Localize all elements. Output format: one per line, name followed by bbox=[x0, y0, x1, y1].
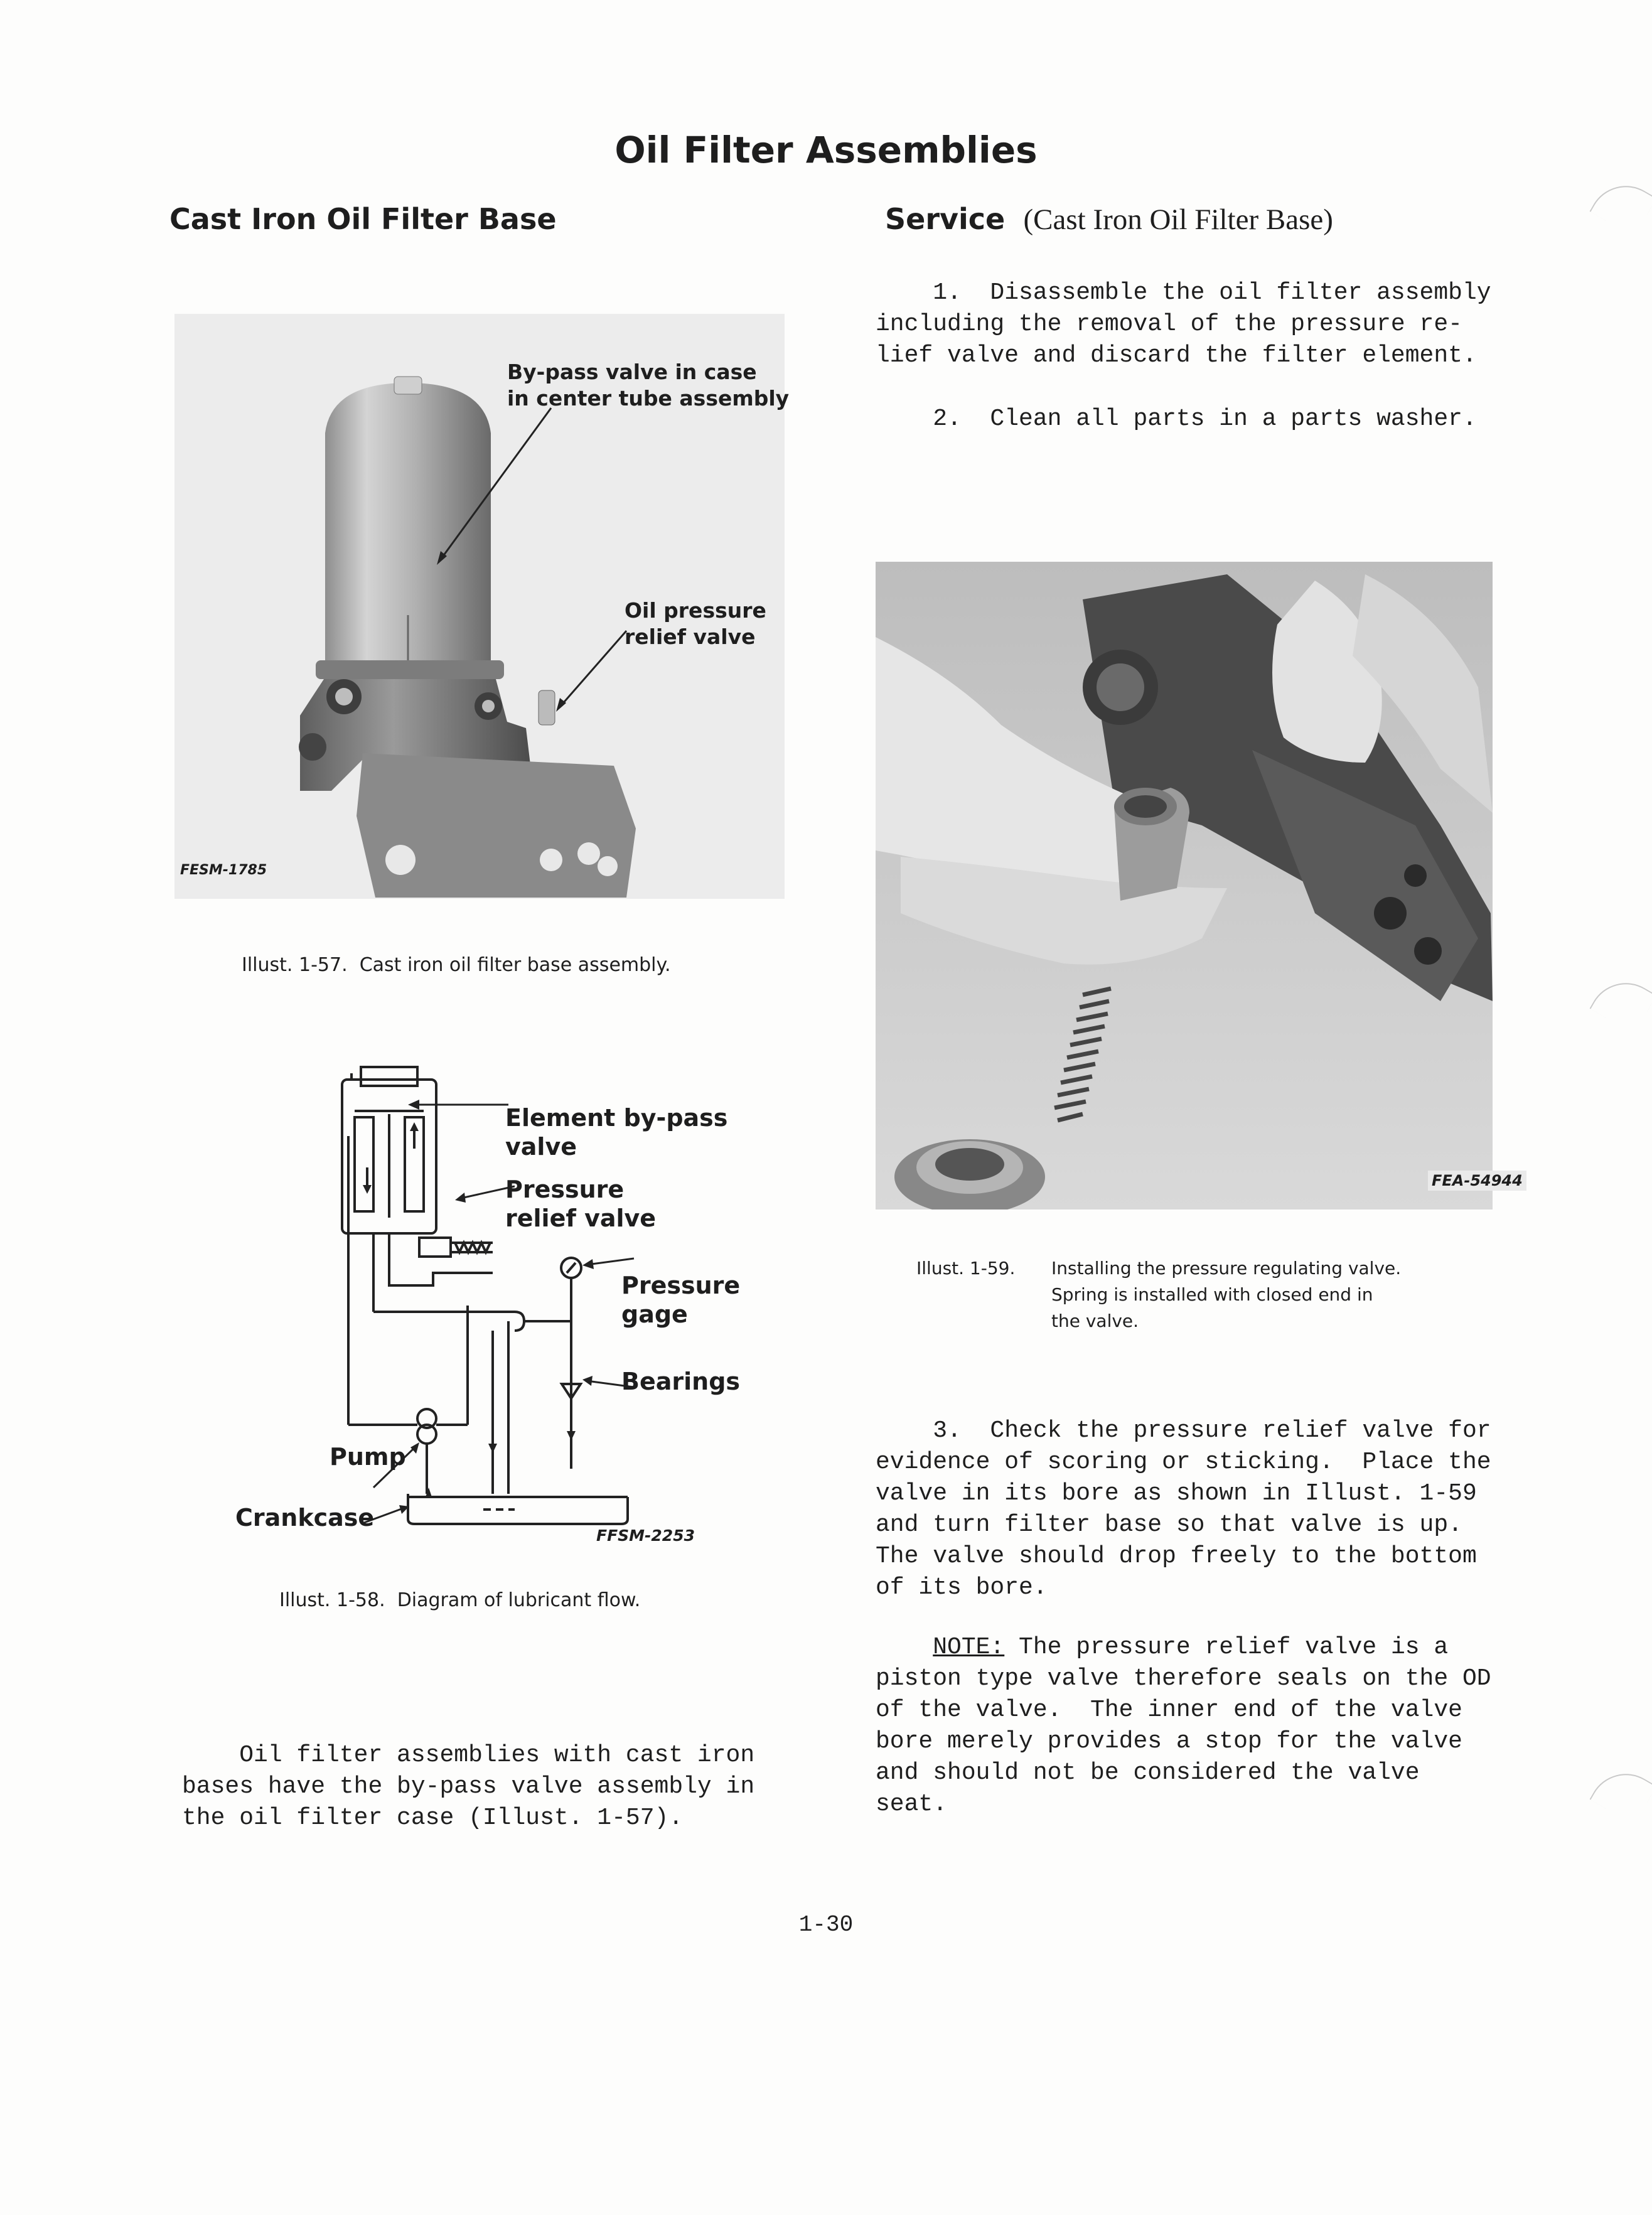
label-bypass-valve: By-pass valve in case in center tube assembly bbox=[507, 360, 790, 410]
label-pump: Pump bbox=[330, 1443, 406, 1471]
section-heading-cast-iron: Cast Iron Oil Filter Base bbox=[169, 202, 557, 236]
binder-mark-2 bbox=[1589, 969, 1652, 1034]
label-crankcase: Crankcase bbox=[235, 1504, 375, 1531]
caption-illust-1-58: Illust. 1-58. Diagram of lubricant flow. bbox=[279, 1589, 641, 1611]
binder-mark-1 bbox=[1589, 172, 1652, 237]
figure-1-59-photo bbox=[876, 562, 1493, 1209]
note-text: The pressure relief valve is a piston type valve therefore seals on the OD of the valve. The inner end of the valve bore merely provides a stop for the valve and should not be considered the valve seat. bbox=[876, 1634, 1491, 1818]
label-element-bypass-valve: Element by-pass valve bbox=[505, 1104, 728, 1161]
figure-tag-fea-54944: FEA-54944 bbox=[1428, 1171, 1526, 1191]
label-bearings: Bearings bbox=[621, 1368, 741, 1395]
figure-tag-ffsm-2253: FFSM-2253 bbox=[596, 1526, 695, 1545]
note-label: NOTE: bbox=[933, 1634, 1005, 1661]
caption-illust-1-59-body: Installing the pressure regulating valve. Spring is installed with closed end in the valve. bbox=[1051, 1258, 1402, 1331]
caption-illust-1-59-prefix: Illust. 1-59. bbox=[916, 1258, 1016, 1279]
step-1: 1. Disassemble the oil filter assembly including the removal of the pressure re- lief valve and discard the filter element. bbox=[876, 279, 1491, 369]
page-title: Oil Filter Assemblies bbox=[614, 129, 1038, 171]
note-paragraph bbox=[876, 1632, 1491, 1820]
section-heading-service bbox=[885, 202, 1333, 237]
caption-illust-1-57: Illust. 1-57. Cast iron oil filter base assembly. bbox=[242, 954, 671, 976]
label-pressure-relief-valve: Pressure relief valve bbox=[505, 1176, 657, 1232]
service-heading-bold: Service bbox=[885, 202, 1006, 236]
figure-tag-fesm-1785: FESM-1785 bbox=[180, 862, 267, 878]
label-pressure-gage: Pressure gage bbox=[621, 1272, 741, 1328]
paragraph-cast-iron-bases: Oil filter assemblies with cast iron bases have the by-pass valve assembly in the oil filter case (Illust. 1-57). bbox=[182, 1742, 755, 1832]
page-number: 1-30 bbox=[798, 1912, 854, 1938]
service-heading-sub: (Cast Iron Oil Filter Base) bbox=[1023, 203, 1333, 236]
installing-valve-photo bbox=[876, 562, 1493, 1209]
label-oil-pressure-relief-valve: Oil pressure relief valve bbox=[625, 598, 766, 649]
step-2: 2. Clean all parts in a parts washer. bbox=[876, 405, 1477, 432]
step-3: 3. Check the pressure relief valve for evidence of scoring or sticking. Place the valve in its bore as shown in Illust. 1-59 and turn filter base so that valve is up. The valve should drop freely to the bottom of its bore. bbox=[876, 1417, 1491, 1601]
binder-mark-3 bbox=[1589, 1760, 1652, 1825]
